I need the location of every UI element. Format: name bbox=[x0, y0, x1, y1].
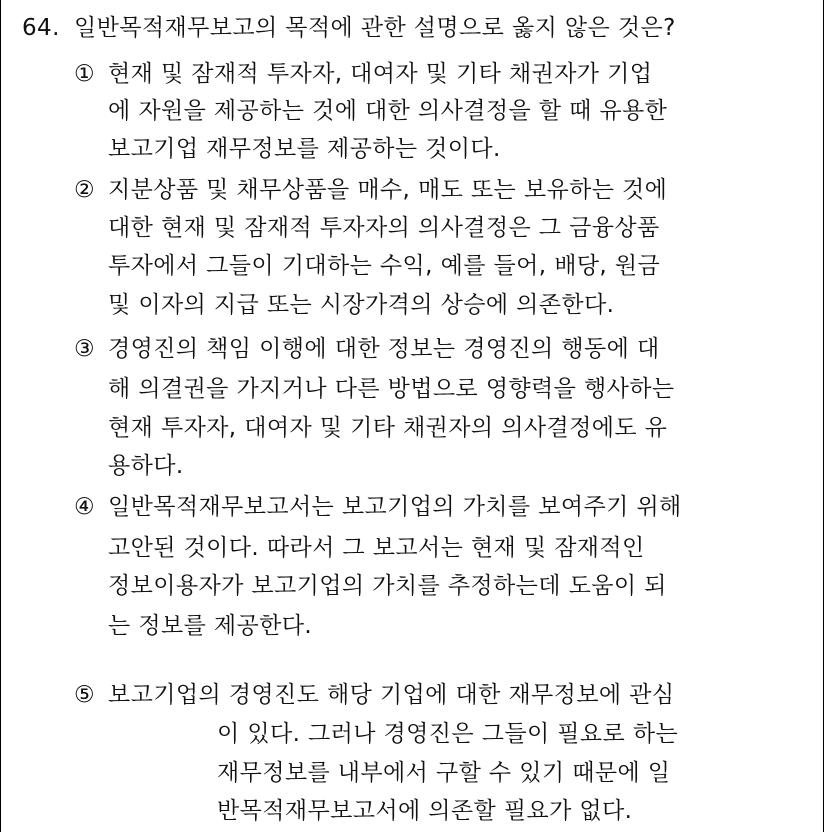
option-2-marker[interactable]: ② bbox=[74, 177, 96, 203]
option-4-line-2: 고안된 것이다. 따라서 그 보고서는 현재 및 잠재적인 bbox=[108, 535, 645, 561]
question-stem: 일반목적재무보고의 목적에 관한 설명으로 옳지 않은 것은? bbox=[74, 15, 676, 41]
option-2-line-4: 및 이자의 지급 또는 시장가격의 상승에 의존한다. bbox=[108, 292, 615, 318]
option-2-line-2: 대한 현재 및 잠재적 투자자의 의사결정은 그 금융상품 bbox=[108, 215, 660, 241]
option-5-marker[interactable]: ⑤ bbox=[74, 682, 96, 708]
option-3-marker[interactable]: ③ bbox=[74, 336, 96, 362]
option-5-line-1: 보고기업의 경영진도 해당 기업에 대한 재무정보에 관심 bbox=[108, 682, 675, 708]
option-1-line-1: 현재 및 잠재적 투자자, 대여자 및 기타 채권자가 기업 bbox=[108, 61, 653, 87]
option-5-line-2: 이 있다. 그러나 경영진은 그들이 필요로 하는 bbox=[217, 721, 679, 747]
option-5-line-3: 재무정보를 내부에서 구할 수 있기 때문에 일 bbox=[217, 760, 671, 786]
option-4-line-4: 는 정보를 제공한다. bbox=[108, 613, 313, 639]
option-3-line-4: 용하다. bbox=[108, 453, 184, 479]
option-3-line-3: 현재 투자자, 대여자 및 기타 채권자의 의사결정에도 유 bbox=[108, 415, 668, 441]
option-4-line-3: 정보이용자가 보고기업의 가치를 추정하는데 도움이 되 bbox=[108, 573, 667, 599]
option-3-line-2: 해 의결권을 가지거나 다른 방법으로 영향력을 행사하는 bbox=[108, 376, 675, 402]
question-number: 64. bbox=[22, 15, 60, 41]
option-5-line-4: 반목적재무보고서에 의존할 필요가 없다. bbox=[217, 798, 633, 824]
option-1-marker[interactable]: ① bbox=[74, 61, 96, 87]
option-4-line-1: 일반목적재무보고서는 보고기업의 가치를 보여주기 위해 bbox=[108, 494, 682, 520]
option-2-line-1: 지분상품 및 채무상품을 매수, 매도 또는 보유하는 것에 bbox=[108, 177, 668, 203]
option-1-line-3: 보고기업 재무정보를 제공하는 것이다. bbox=[108, 136, 501, 162]
option-2-line-3: 투자에서 그들이 기대하는 수익, 예를 들어, 배당, 원금 bbox=[108, 253, 661, 279]
option-4-marker[interactable]: ④ bbox=[74, 494, 96, 520]
option-1-line-2: 에 자원을 제공하는 것에 대한 의사결정을 할 때 유용한 bbox=[108, 98, 668, 124]
option-3-line-1: 경영진의 책임 이행에 대한 정보는 경영진의 행동에 대 bbox=[108, 336, 660, 362]
